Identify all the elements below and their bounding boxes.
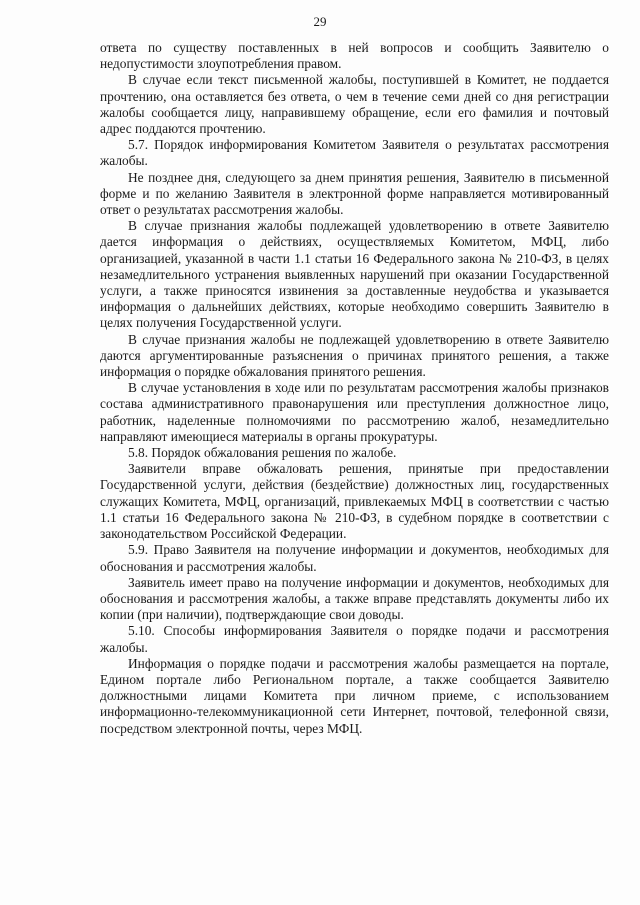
section-heading-5-10: 5.10. Способы информирования Заявителя о порядке подачи и рассмотрения жалобы.: [100, 623, 609, 655]
paragraph-unreadable-complaint: В случае если текст письменной жалобы, поступившей в Комитет, не поддается прочтению, она оставляется без ответа, о чем в течение семи дней со дня регистрации жалобы сообщается лицу, направившему обращение, если его фамилия и почтовый адрес поддаются прочтению.: [100, 72, 609, 137]
section-heading-5-9: 5.9. Право Заявителя на получение информации и документов, необходимых для обоснования и рассмотрения жалобы.: [100, 542, 609, 574]
paragraph-violation-found: В случае установления в ходе или по результатам рассмотрения жалобы признаков состава административного правонарушения или преступления должностное лицо, работник, наделенные полномочиями по рассмотрению жалоб, незамедлительно направляют имеющиеся материалы в органы прокуратуры.: [100, 380, 609, 444]
paragraph-court-appeal: Заявители вправе обжаловать решения, принятые при предоставлении Государственной услуги, действия (бездействие) должностных лиц, государственных служащих Комитета, МФЦ, организаций, привлекаемых МФЦ в соответствии с частью 1.1 статьи 16 Федерального закона № 210-ФЗ, в судебном порядке в соответствии с законодательством Российской Федерации.: [100, 461, 609, 542]
paragraph-complaint-satisfied: В случае признания жалобы подлежащей удовлетворению в ответе Заявителю дается информация о действиях, осуществляемых Комитетом, МФЦ, либо организацией, указанной в части 1.1 статьи 16 Федерального закона № 210-ФЗ, в целях незамедлительного устранения выявленных нарушений при оказании Государственной услуги, а также приносятся извинения за доставленные неудобства и указывается информация о дальнейших действиях, которые необходимо совершить Заявителю в целях получения Государственной услуги.: [100, 218, 609, 331]
paragraph-right-to-information: Заявитель имеет право на получение информации и документов, необходимых для обоснования и рассмотрения жалобы, а также вправе представлять документы либо их копии (при наличии), подтверждающие свои доводы.: [100, 574, 609, 623]
page-number: 29: [313, 14, 327, 29]
paragraph-continuation: ответа по существу поставленных в ней вопросов и сообщить Заявителю о недопустимости злоупотребления правом.: [100, 40, 609, 72]
paragraph-response-deadline: Не позднее дня, следующего за днем принятия решения, Заявителю в письменной форме и по желанию Заявителя в электронной форме направляется мотивированный ответ о результатах рассмотрения жалобы.: [100, 169, 609, 218]
section-heading-5-7: 5.7. Порядок информирования Комитетом Заявителя о результатах рассмотрения жалобы.: [100, 137, 609, 169]
paragraph-information-channels: Информация о порядке подачи и рассмотрения жалобы размещается на портале, Едином портале либо Региональном портале, а также сообщается Заявителю должностными лицами Комитета при личном приеме, с использованием информационно-телекоммуникационной сети Интернет, почтовой, телефонной связи, посредством электронной почты, через МФЦ.: [100, 655, 609, 736]
section-heading-5-8: 5.8. Порядок обжалования решения по жалобе.: [128, 445, 397, 461]
document-body: [100, 40, 609, 737]
paragraph-complaint-rejected: В случае признания жалобы не подлежащей удовлетворению в ответе Заявителю даются аргументированные разъяснения о причинах принятого решения, а также информация о порядке обжалования принятого решения.: [100, 331, 609, 380]
